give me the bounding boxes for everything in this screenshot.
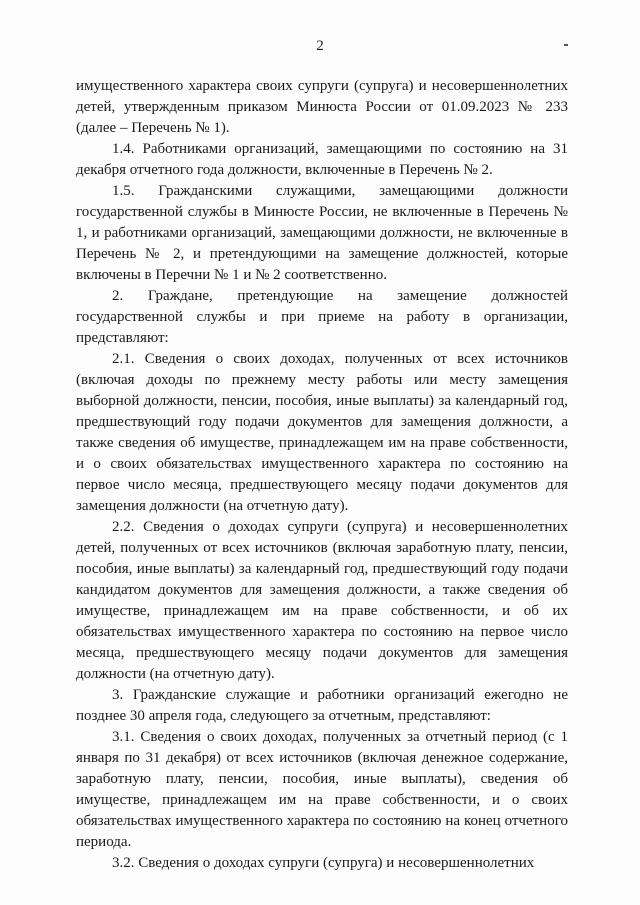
- paragraph-3-2: 3.2. Сведения о доходах супруги (супруга) и несовершеннолетних: [112, 855, 535, 871]
- paragraph-2: 2. Граждане, претендующие на замещение должностей государственной службы и при приеме на работу в организации, представляют:: [76, 288, 568, 346]
- paragraph-3: 3. Гражданские служащие и работники организаций ежегодно не позднее 30 апреля года, следующего за отчетным, представляют:: [76, 687, 568, 724]
- page-number: 2: [316, 38, 324, 54]
- document-body: [76, 76, 568, 874]
- paragraph-2-2: 2.2. Сведения о доходах супруги (супруга) и несовершеннолетних детей, полученных от всех источников (включая заработную плату, пенсии, пособия, иные выплаты) за календарный год, предшествующий году подачи кандидатом документов для замещения должности, а также сведения об имуществе, принадлежащем им на праве собственности, и об их обязательствах имущественного характера по состоянию на первое число месяца, предшествующего месяцу подачи документов для замещения должности (на отчетную дату).: [76, 519, 568, 682]
- scan-mark: [564, 44, 568, 46]
- paragraph-2-1: 2.1. Сведения о своих доходах, полученных от всех источников (включая доходы по прежнему месту работы или месту замещения выборной должности, пенсии, пособия, иные выплаты) за календарный год, предшествующий году подачи документов для замещения должности, а также сведения об имуществе, принадлежащем им на праве собственности, и о своих обязательствах имущественного характера по состоянию на первое число месяца, предшествующего месяцу подачи документов для замещения должности (на отчетную дату).: [76, 351, 568, 514]
- paragraph-1-5: 1.5. Гражданскими служащими, замещающими должности государственной службы в Минюсте России, не включенные в Перечень № 1, и работниками организаций, замещающими должности, не включенные в Перечень № 2, и претендующими на замещение должностей, которые включены в Перечни № 1 и № 2 соответственно.: [76, 183, 568, 283]
- paragraph-1-4: 1.4. Работниками организаций, замещающими по состоянию на 31 декабря отчетного года должности, включенные в Перечень № 2.: [76, 141, 568, 178]
- paragraph-continuation: имущественного характера своих супруги (супруга) и несовершеннолетних детей, утвержденным приказом Минюста России от 01.09.2023 № 233 (далее – Перечень № 1).: [76, 78, 568, 136]
- paragraph-3-1: 3.1. Сведения о своих доходах, полученных за отчетный период (с 1 января по 31 декабря) от всех источников (включая денежное содержание, заработную плату, пенсии, пособия, иные выплаты), сведения об имуществе, принадлежащем им на праве собственности, и о своих обязательствах имущественного характера по состоянию на конец отчетного периода.: [76, 729, 568, 850]
